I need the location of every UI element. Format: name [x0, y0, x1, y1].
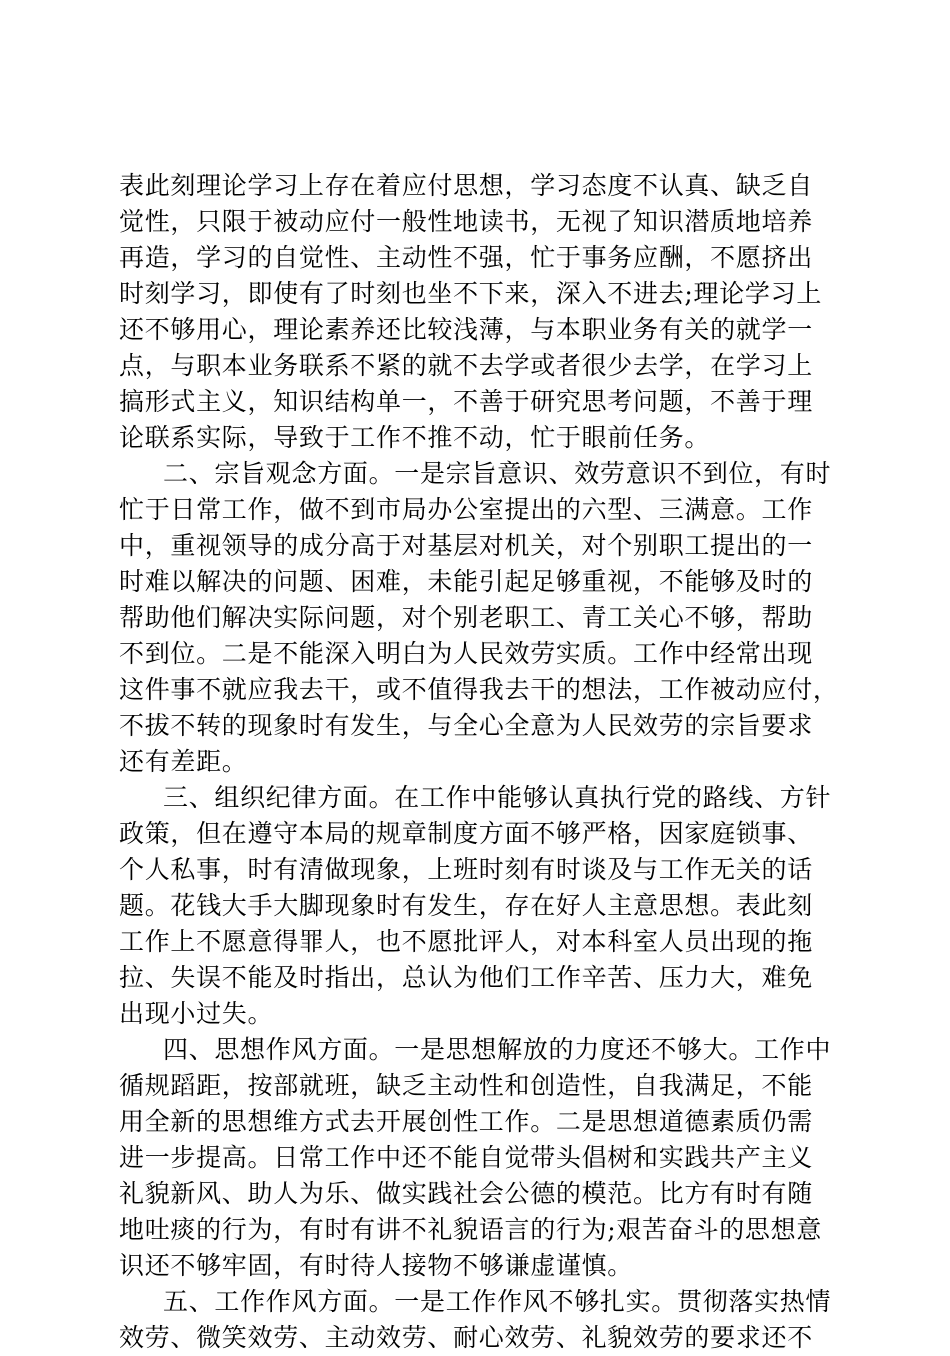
text-line: 政策，但在遵守本局的规章制度方面不够严格，因家庭锁事、	[119, 819, 813, 848]
text-line: 礼貌新风、助人为乐、做实践社会公德的模范。比方有时有随	[119, 1179, 813, 1208]
paragraph-organization-discipline	[119, 780, 839, 1032]
text-line: 还不够用心，理论素养还比较浅薄，与本职业务有关的就学一	[119, 315, 813, 344]
text-line: 忙于日常工作，做不到市局办公室提出的六型、三满意。工作	[119, 495, 813, 524]
text-line: 地吐痰的行为，有时有讲不礼貌语言的行为;艰苦奋斗的思想意	[119, 1215, 823, 1244]
text-line: 觉性，只限于被动应付一般性地读书，无视了知识潜质地培养	[119, 207, 813, 236]
text-line: 搞形式主义，知识结构单一，不善于研究思考问题，不善于理	[119, 387, 813, 416]
text-line: 论联系实际，导致于工作不推不动，忙于眼前任务。	[119, 423, 711, 452]
text-line: 还有差距。	[119, 747, 248, 776]
text-line: 中，重视领导的成分高于对基层对机关，对个别职工提出的一	[119, 531, 813, 560]
text-line: 不到位。二是不能深入明白为人民效劳实质。工作中经常出现	[119, 639, 813, 668]
text-line: 识还不够牢固，有时待人接物不够谦虚谨慎。	[119, 1251, 634, 1280]
text-line: 点，与职本业务联系不紧的就不去学或者很少去学，在学习上	[119, 351, 813, 380]
text-line: 效劳、微笑效劳、主动效劳、耐心效劳、礼貌效劳的要求还不	[119, 1323, 813, 1352]
paragraph-first-line: 五、工作作风方面。一是工作作风不够扎实。贯彻落实热情	[163, 1287, 832, 1316]
text-line: 不拔不转的现象时有发生，与全心全意为人民效劳的宗旨要求	[119, 711, 813, 740]
paragraph-first-line: 四、思想作风方面。一是思想解放的力度还不够大。工作中	[163, 1035, 832, 1064]
paragraph-theory-study	[119, 168, 839, 456]
text-line: 循规蹈距，按部就班，缺乏主动性和创造性，自我满足，不能	[119, 1071, 813, 1100]
paragraph-work-style	[119, 1284, 839, 1356]
text-line: 用全新的思想维方式去开展创性工作。二是思想道德素质仍需	[119, 1107, 813, 1136]
text-line: 拉、失误不能及时指出，总认为他们工作辛苦、压力大，难免	[119, 963, 813, 992]
paragraph-thought-style	[119, 1032, 839, 1284]
paragraph-first-line: 二、宗旨观念方面。一是宗旨意识、效劳意识不到位，有时	[163, 459, 832, 488]
text-line: 帮助他们解决实际问题，对个别老职工、青工关心不够，帮助	[119, 603, 813, 632]
text-line: 进一步提高。日常工作中还不能自觉带头倡树和实践共产主义	[119, 1143, 813, 1172]
text-line: 题。花钱大手大脚现象时有发生，存在好人主意思想。表此刻	[119, 891, 813, 920]
document-body	[119, 168, 839, 1356]
text-line: 再造，学习的自觉性、主动性不强，忙于事务应酬，不愿挤出	[119, 243, 813, 272]
text-line: 时难以解决的问题、困难，未能引起足够重视，不能够及时的	[119, 567, 813, 596]
text-line: 表此刻理论学习上存在着应付思想，学习态度不认真、缺乏自	[119, 171, 813, 200]
text-line: 这件事不就应我去干，或不值得我去干的想法，工作被动应付，	[119, 675, 839, 704]
text-line: 时刻学习，即使有了时刻也坐不下来，深入不进去;理论学习上	[119, 279, 823, 308]
paragraph-purpose-concept	[119, 456, 839, 780]
text-line: 出现小过失。	[119, 999, 274, 1028]
text-line: 工作上不愿意得罪人，也不愿批评人，对本科室人员出现的拖	[119, 927, 813, 956]
text-line: 个人私事，时有清做现象，上班时刻有时谈及与工作无关的话	[119, 855, 813, 884]
paragraph-first-line: 三、组织纪律方面。在工作中能够认真执行党的路线、方针	[163, 783, 832, 812]
